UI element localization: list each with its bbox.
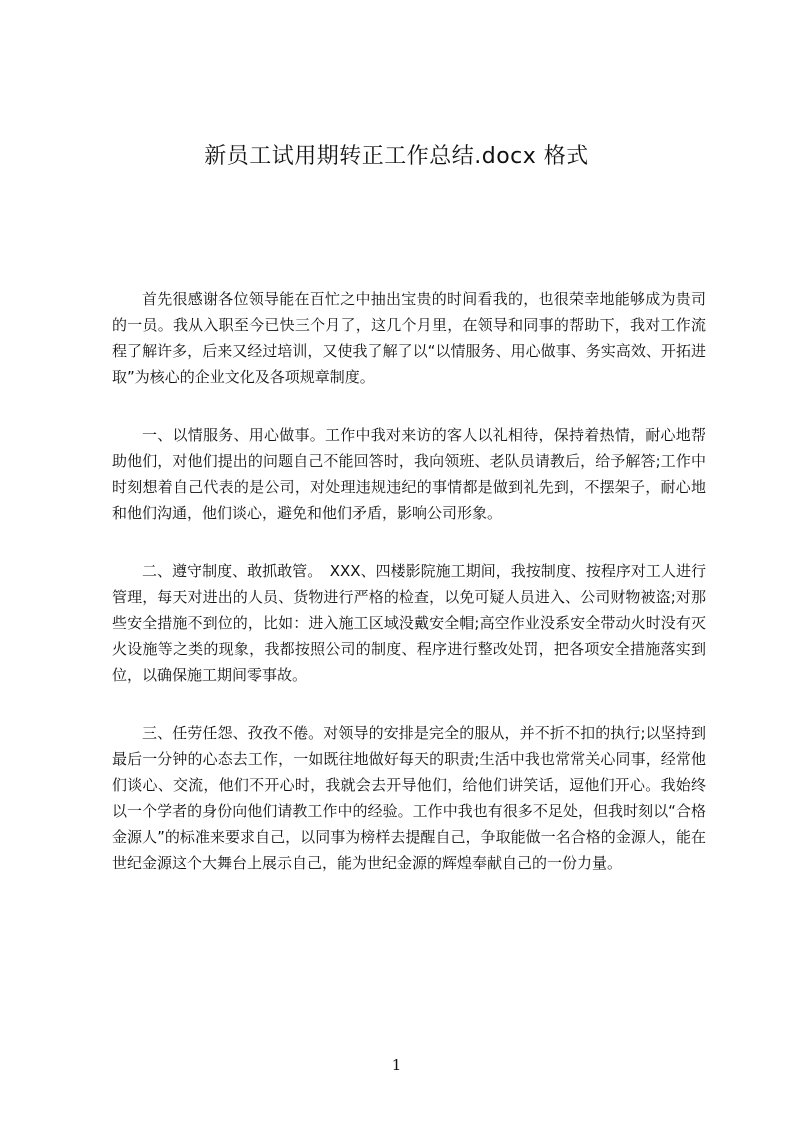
paragraph-section-1: 一、以情服务、用心做事。工作中我对来访的客人以礼相待，保持着热情，耐心地帮助他们，对他们提出的问题自己不能回答时，我向领班、老队员请教后，给予解答;工作中时刻想着自己代表的是公司，对处理违规违纪的事情都是做到礼先到，不摆架子，耐心地和他们沟通，他们谈心，避免和他们矛盾，影响公司形象。 xyxy=(112,426,706,522)
paragraph-section-2: 二、遵守制度、敢抓敢管。 XXX、四楼影院施工期间，我按制度、按程序对工人进行管理，每天对进出的人员、货物进行严格的检查，以免可疑人员进入、公司财物被盗;对那些安全措施不到位的，比如：进入施工区域没戴安全帽;高空作业没系安全带动火时没有灭火设施等之类的现象，我都按照公司的制度、程序进行整改处罚，把各项安全措施落实到位，以确保施工期间零事故。 xyxy=(112,562,706,684)
document-title: 新员工试用期转正工作总结.docx 格式 xyxy=(204,144,589,169)
paragraph-section-3: 三、任劳任怨、孜孜不倦。对领导的安排是完全的服从，并不折不扣的执行;以坚持到最后一分钟的心态去工作，一如既往地做好每天的职责;生活中我也常常关心同事，经常他们谈心、交流，他们不开心时，我就会去开导他们，给他们讲笑话，逗他们开心。我始终以一个学者的身份向他们请教工作中的经验。工作中我也有很多不足处，但我时刻以“合格金源人”的标准来要求自己，以同事为榜样去提醒自己，争取能做一名合格的金源人，能在世纪金源这个大舞台上展示自己，能为世纪金源的辉煌奉献自己的一份力量。 xyxy=(112,724,706,872)
page-number: 1 xyxy=(391,1056,402,1074)
paragraph-intro: 首先很感谢各位领导能在百忙之中抽出宝贵的时间看我的，也很荣幸地能够成为贵司的一员。我从入职至今已快三个月了，这几个月里，在领导和同事的帮助下，我对工作流程了解许多，后来又经过培训，又使我了解了以“以情服务、用心做事、务实高效、开拓进取”为核心的企业文化及各项规章制度。 xyxy=(112,290,706,386)
document-body xyxy=(112,286,706,908)
